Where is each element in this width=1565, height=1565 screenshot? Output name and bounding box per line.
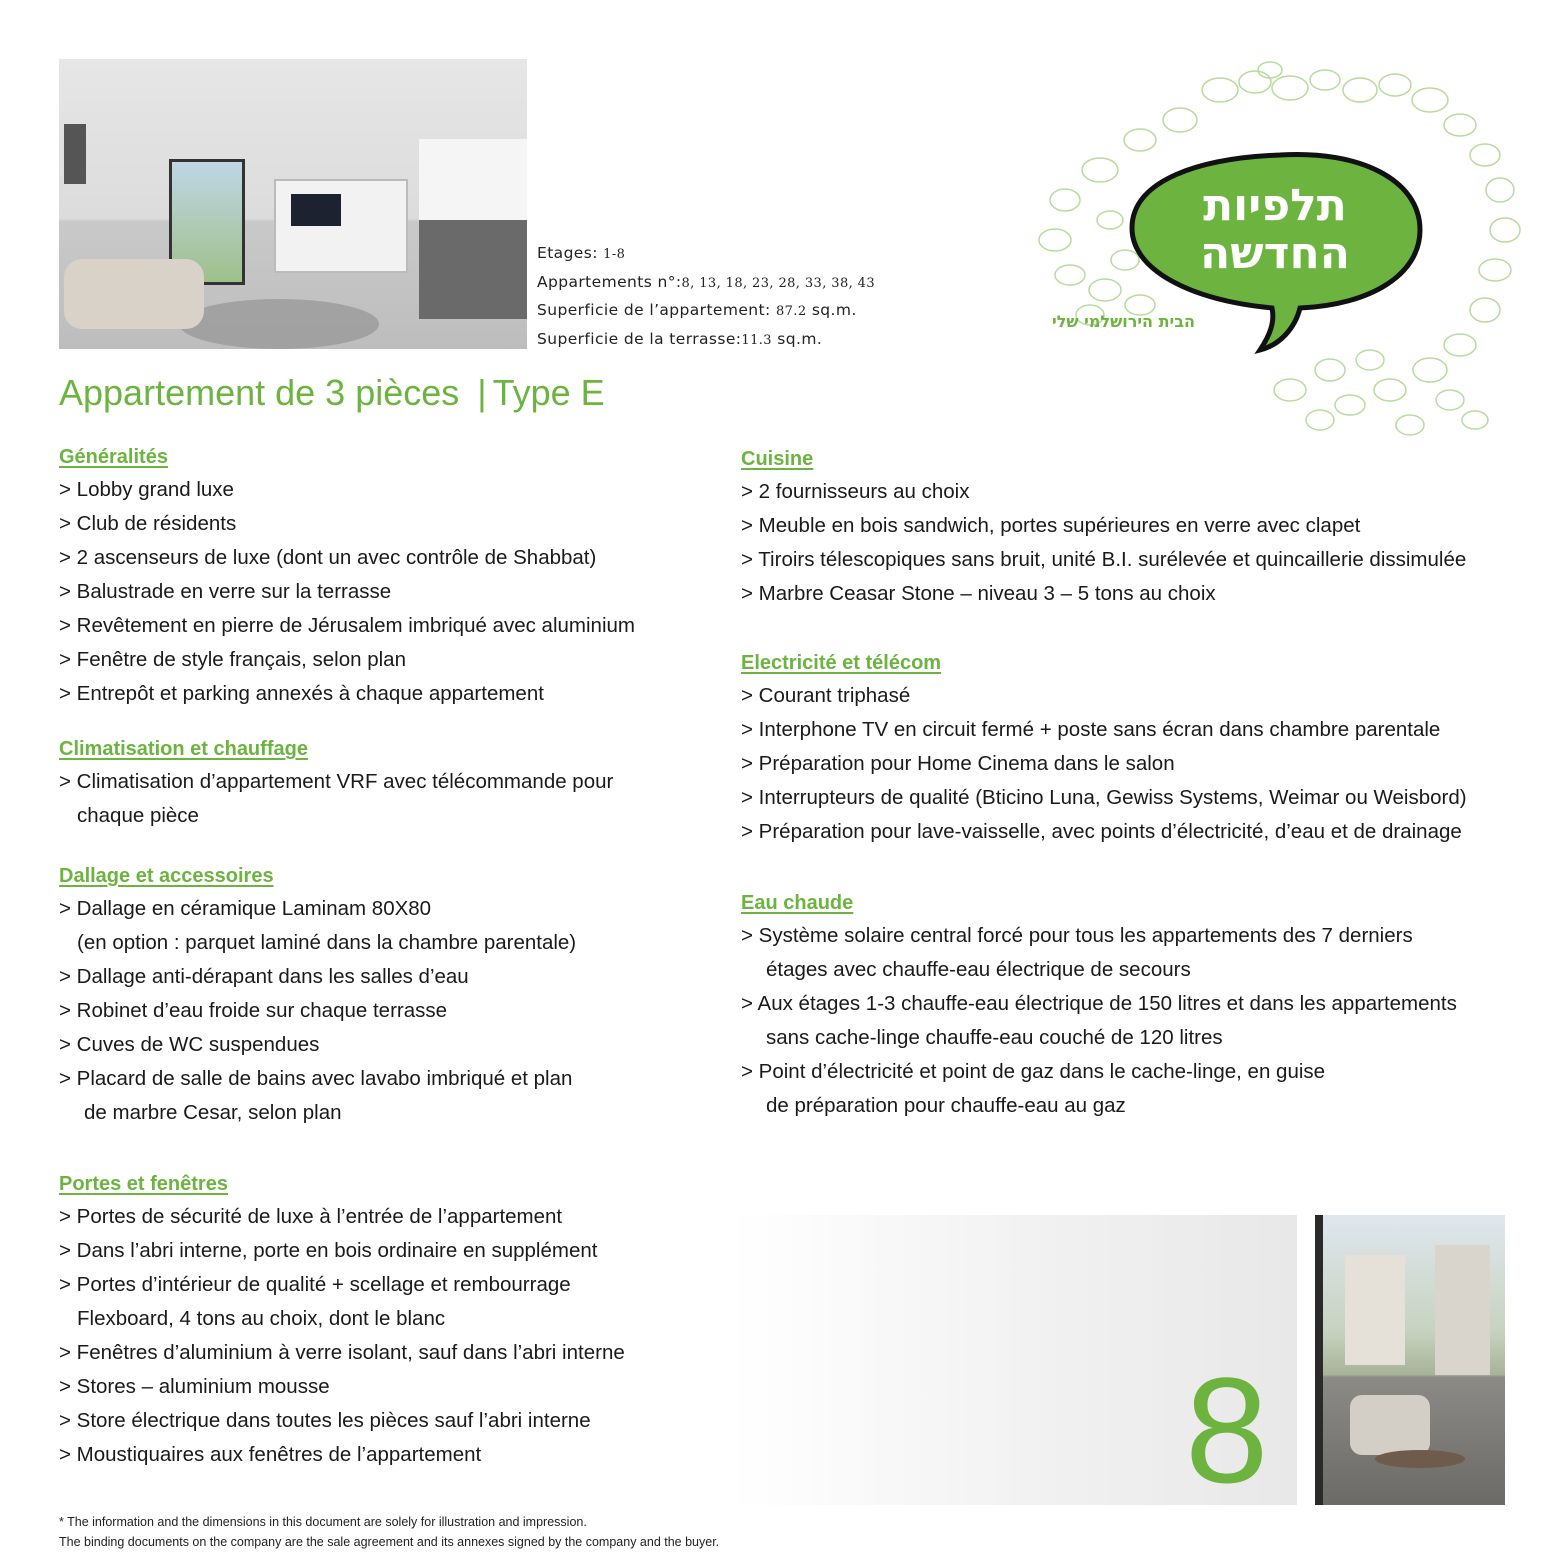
footnote-line1: * The information and the dimensions in this document are solely for illustration and impression. bbox=[59, 1515, 587, 1529]
logo-subtitle: הבית הירושלמי שלי bbox=[1052, 312, 1195, 331]
footnote bbox=[59, 1512, 719, 1552]
list-item: > Interphone TV en circuit fermé + poste sans écran dans chambre parentale bbox=[741, 718, 1441, 741]
list-item: (en option : parquet laminé dans la chambre parentale) bbox=[77, 931, 577, 954]
section-generalites bbox=[59, 446, 635, 711]
list-item: > Interrupteurs de qualité (Bticino Luna, Gewiss Systems, Weimar ou Weisbord) bbox=[741, 786, 1467, 809]
list-item: > Entrepôt et parking annexés à chaque appartement bbox=[59, 682, 544, 705]
list-item: > Portes d’intérieur de qualité + scellage et rembourrage bbox=[59, 1273, 571, 1296]
list-item: > Cuves de WC suspendues bbox=[59, 1033, 320, 1056]
page-title bbox=[59, 372, 605, 414]
list-item: > Balustrade en verre sur la terrasse bbox=[59, 580, 392, 603]
list-item: > Club de résidents bbox=[59, 512, 237, 535]
apartment-info bbox=[537, 240, 875, 354]
list-item: sans cache-linge chauffe-eau couché de 120 litres bbox=[766, 1026, 1223, 1049]
list-item: > Meuble en bois sandwich, portes supérieures en verre avec clapet bbox=[741, 514, 1361, 537]
section-dallage bbox=[59, 865, 576, 1130]
list-item: > Marbre Ceasar Stone – niveau 3 – 5 tons au choix bbox=[741, 582, 1216, 605]
list-item: > Fenêtres d’aluminium à verre isolant, sauf dans l’abri interne bbox=[59, 1341, 625, 1364]
info-etages: Etages: 1-8 bbox=[537, 244, 626, 262]
list-item: > Revêtement en pierre de Jérusalem imbriqué avec aluminium bbox=[59, 614, 635, 637]
list-item: > Placard de salle de bains avec lavabo imbriqué et plan bbox=[59, 1067, 573, 1090]
list-item: > Lobby grand luxe bbox=[59, 478, 234, 501]
section-cuisine bbox=[741, 448, 1466, 611]
list-item: > 2 fournisseurs au choix bbox=[741, 480, 970, 503]
list-item: > Point d’électricité et point de gaz dans le cache-linge, en guise bbox=[741, 1060, 1326, 1083]
list-item: de marbre Cesar, selon plan bbox=[84, 1101, 342, 1124]
list-item: > Fenêtre de style français, selon plan bbox=[59, 648, 406, 671]
section-heading: Dallage et accessoires bbox=[59, 865, 274, 887]
list-item: de préparation pour chauffe-eau au gaz bbox=[766, 1094, 1126, 1117]
list-item: > Aux étages 1-3 chauffe-eau électrique de 150 litres et dans les appartements bbox=[741, 992, 1457, 1015]
list-item: > Robinet d’eau froide sur chaque terrasse bbox=[59, 999, 448, 1022]
footnote-line2: The binding documents on the company are the sale agreement and its annexes signed by the company and the buyer. bbox=[59, 1535, 720, 1549]
section-eau-chaude bbox=[741, 892, 1457, 1123]
info-apparts: Appartements n°:8, 13, 18, 23, 28, 33, 38, 43 bbox=[537, 272, 876, 291]
list-item: > Système solaire central forcé pour tous les appartements des 7 derniers bbox=[741, 924, 1413, 947]
list-item: > Tiroirs télescopiques sans bruit, unité B.I. surélevée et quincaillerie dissimulée bbox=[741, 548, 1467, 571]
list-item: > Courant triphasé bbox=[741, 684, 911, 707]
title-type: Type E bbox=[492, 372, 605, 413]
list-item: > Préparation pour lave-vaisselle, avec points d’électricité, d’eau et de drainage bbox=[741, 820, 1462, 843]
section-electricite bbox=[741, 652, 1467, 849]
section-heading: Généralités bbox=[59, 446, 168, 468]
list-item: > Moustiquaires aux fenêtres de l’appartement bbox=[59, 1443, 482, 1466]
list-item: Flexboard, 4 tons au choix, dont le blanc bbox=[77, 1307, 446, 1330]
title-main: Appartement de 3 pièces bbox=[59, 372, 460, 413]
terrace-photo bbox=[1315, 1215, 1505, 1505]
info-terrasse: Superficie de la terrasse:11.3 sq.m. bbox=[537, 329, 823, 348]
section-heading: Climatisation et chauffage bbox=[59, 738, 308, 760]
list-item: > Dallage anti-dérapant dans les salles d’eau bbox=[59, 965, 469, 988]
list-item: > Dallage en céramique Laminam 80X80 bbox=[59, 897, 432, 920]
section-heading: Eau chaude bbox=[741, 892, 854, 914]
list-item: > Dans l’abri interne, porte en bois ordinaire en supplément bbox=[59, 1239, 598, 1262]
talpiot-logo bbox=[1030, 60, 1530, 450]
section-climatisation bbox=[59, 738, 613, 833]
section-heading: Cuisine bbox=[741, 448, 814, 470]
list-item: > Préparation pour Home Cinema dans le salon bbox=[741, 752, 1175, 775]
info-superficie: Superficie de l’appartement: 87.2 sq.m. bbox=[537, 301, 857, 319]
list-item: chaque pièce bbox=[77, 804, 199, 827]
section-portes bbox=[59, 1173, 625, 1472]
list-item: > Stores – aluminium mousse bbox=[59, 1375, 330, 1398]
title-separator: | bbox=[477, 372, 487, 413]
living-room-photo bbox=[59, 59, 527, 349]
list-item: > 2 ascenseurs de luxe (dont un avec contrôle de Shabbat) bbox=[59, 546, 597, 569]
list-item: étages avec chauffe-eau électrique de secours bbox=[766, 958, 1191, 981]
section-heading: Portes et fenêtres bbox=[59, 1173, 228, 1195]
list-item: > Climatisation d’appartement VRF avec télécommande pour bbox=[59, 770, 614, 793]
list-item: > Portes de sécurité de luxe à l’entrée de l’appartement bbox=[59, 1205, 563, 1228]
list-item: > Store électrique dans toutes les pièces sauf l’abri interne bbox=[59, 1409, 591, 1432]
logo-line1: תלפיות bbox=[1203, 180, 1347, 231]
section-heading: Electricité et télécom bbox=[741, 652, 942, 674]
page-number: 8 bbox=[1185, 1346, 1269, 1514]
logo-line2: החדשה bbox=[1200, 228, 1350, 279]
